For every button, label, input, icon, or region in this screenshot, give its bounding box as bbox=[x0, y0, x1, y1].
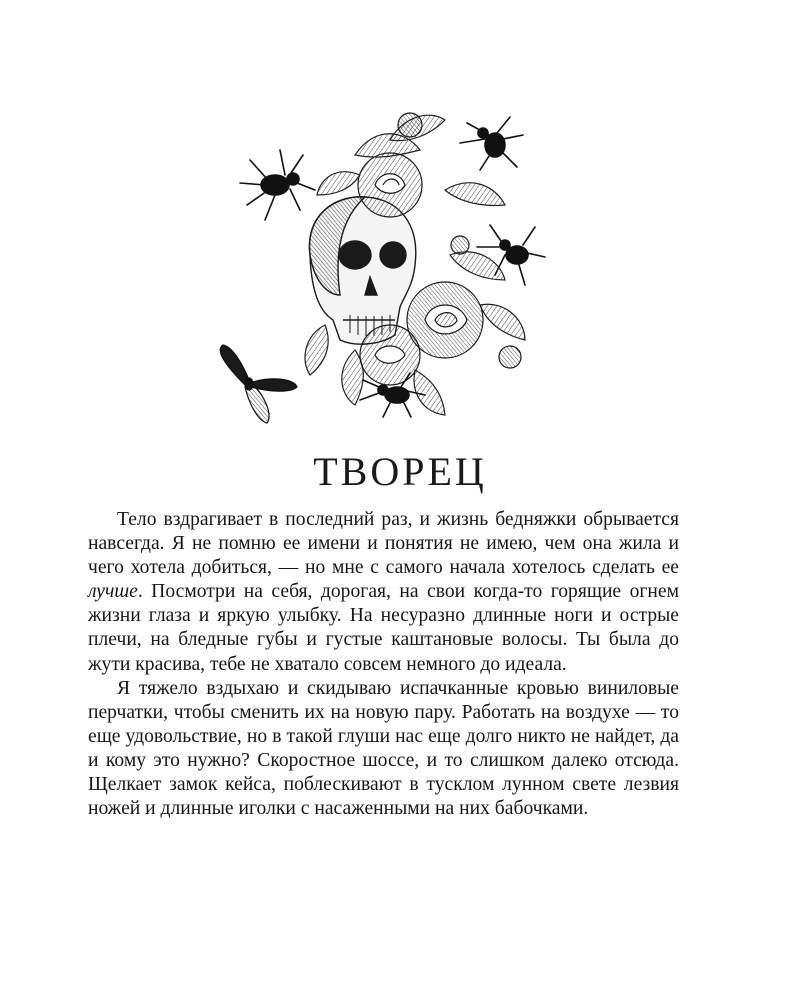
chapter-title: ТВОРЕЦ bbox=[313, 449, 487, 494]
illustration-svg bbox=[205, 95, 565, 435]
spider-1 bbox=[240, 150, 315, 220]
paragraph-1-after: . Посмотри на себя, дорогая, на свои когда-то горящие огнем жизни глаза и яркую улыбку. На несуразно длинные ноги и острые плечи, на бледные губы и густые каштановые волосы. Ты была до жути красива, тебе не хватало совсем немного до идеала. bbox=[88, 581, 679, 675]
skull bbox=[309, 197, 415, 344]
skull-roses-spiders-moth-icon bbox=[205, 95, 565, 435]
paragraph-1-emphasis: лучше bbox=[88, 581, 138, 603]
paragraph-2: Я тяжело вздыхаю и скидываю испачканные кровью виниловые перчатки, чтобы сменить их на новую пару. Работать на воздухе — то еще удовольствие, но в такой глуши нас еще долго никто не найдет, да и кому это нужно? Скоростное шоссе, и то слишком далеко отсюда. Щелкает замок кейса, поблескивают в тусклом лунном свете лезвия ножей и длинные иголки с насаженными на них бабочками. bbox=[88, 677, 679, 820]
moth bbox=[220, 345, 297, 423]
paragraph-1 bbox=[88, 508, 679, 677]
chapter-body bbox=[88, 508, 679, 821]
paragraph-1-before: Тело вздрагивает в последний раз, и жизнь бедняжки обрывается навсегда. Я не помню ее имени и понятия не имею, чем она жила и чего хотела добиться, — но мне с самого начала хотелось сделать ее bbox=[88, 509, 679, 579]
spider-2 bbox=[460, 117, 523, 170]
